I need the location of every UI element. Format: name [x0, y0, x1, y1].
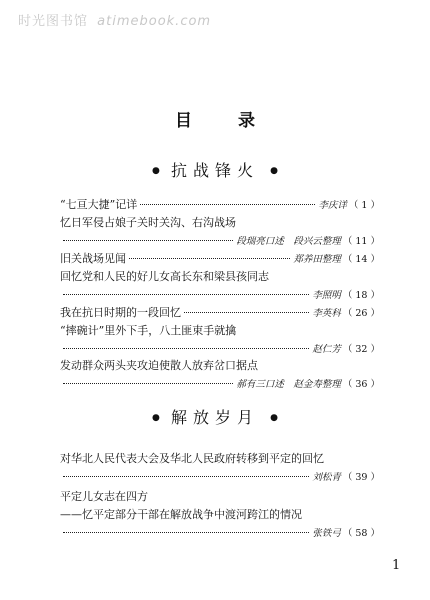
entry-title: 回忆党和人民的好儿女高长东和梁县孩同志 [60, 270, 269, 283]
entry-author: 赵仁芳 [312, 344, 341, 355]
dot-leader [63, 348, 309, 349]
star-icon: ● [270, 166, 278, 176]
entry-page: （ 18 ） [342, 290, 380, 301]
entry-author: 李庆详 [318, 200, 347, 211]
dot-leader [63, 532, 309, 533]
entry-page: （ 26 ） [342, 308, 380, 319]
toc-entry[interactable] [60, 214, 380, 251]
entry-author: 张铁弓 [312, 528, 341, 539]
entry-title: 旧关战场见闻 [60, 252, 126, 265]
entry-author: 郑养田整理 [293, 254, 341, 265]
dot-leader [63, 294, 309, 295]
entry-credit: 郝有三口述 赵金寿整理 [236, 379, 341, 390]
toc-entry[interactable] [60, 268, 380, 305]
entry-page: （ 39 ） [342, 472, 380, 483]
section-heading-2 [0, 405, 430, 428]
section-heading-text: 解放岁月 [170, 408, 259, 427]
entry-page: （ 1 ） [348, 200, 380, 211]
section-heading-text: 抗战锋火 [170, 161, 259, 180]
entry-title: 我在抗日时期的一段回忆 [60, 306, 181, 319]
entry-title: “摔碗计”里外下手，八土匪束手就擒 [60, 324, 237, 337]
dot-leader [184, 312, 309, 313]
dot-leader [63, 240, 233, 241]
entry-title: 平定儿女志在四方 [60, 490, 148, 503]
toc-entry[interactable] [60, 450, 380, 487]
entry-subtitle: ——忆平定部分干部在解放战争中渡河跨江的情况 [60, 508, 302, 521]
entry-page: （ 36 ） [342, 379, 380, 390]
page-title: 目录 [175, 111, 301, 131]
dot-leader [63, 476, 309, 477]
entry-title: 对华北人民代表大会及华北人民政府转移到平定的回忆 [60, 452, 324, 465]
star-icon: ● [152, 166, 160, 176]
watermark-cn: 时光图书馆 [18, 14, 89, 29]
entry-title: “七亘大捷”记详 [60, 198, 138, 211]
dot-leader [140, 204, 315, 205]
dot-leader [63, 383, 233, 384]
entry-credit: 段瑞亮口述 段兴云整理 [236, 236, 341, 247]
entry-author: 刘松青 [312, 472, 341, 483]
watermark-url: atimebook.com [97, 14, 212, 29]
toc-entry[interactable] [60, 250, 380, 268]
page-number: 1 [392, 558, 401, 573]
toc-entry[interactable] [60, 196, 380, 214]
star-icon: ● [152, 413, 160, 423]
watermark [18, 10, 211, 29]
entry-page: （ 58 ） [342, 528, 380, 539]
entry-page: （ 32 ） [342, 344, 380, 355]
entry-page: （ 11 ） [342, 236, 380, 247]
section-heading-1 [0, 158, 430, 181]
dot-leader [129, 258, 290, 259]
toc-entry[interactable] [60, 322, 380, 359]
entry-title: 发动群众两头夹攻迫使散人放弃岔口据点 [60, 359, 258, 372]
toc-entry[interactable] [60, 304, 380, 322]
entry-author: 李照明 [312, 290, 341, 301]
entry-author: 李英科 [312, 308, 341, 319]
toc-entry[interactable] [60, 357, 380, 394]
entry-page: （ 14 ） [342, 254, 380, 265]
star-icon: ● [270, 413, 278, 423]
toc-entry[interactable] [60, 488, 380, 543]
entry-title: 忆日军侵占娘子关时关沟、右沟战场 [60, 216, 236, 229]
